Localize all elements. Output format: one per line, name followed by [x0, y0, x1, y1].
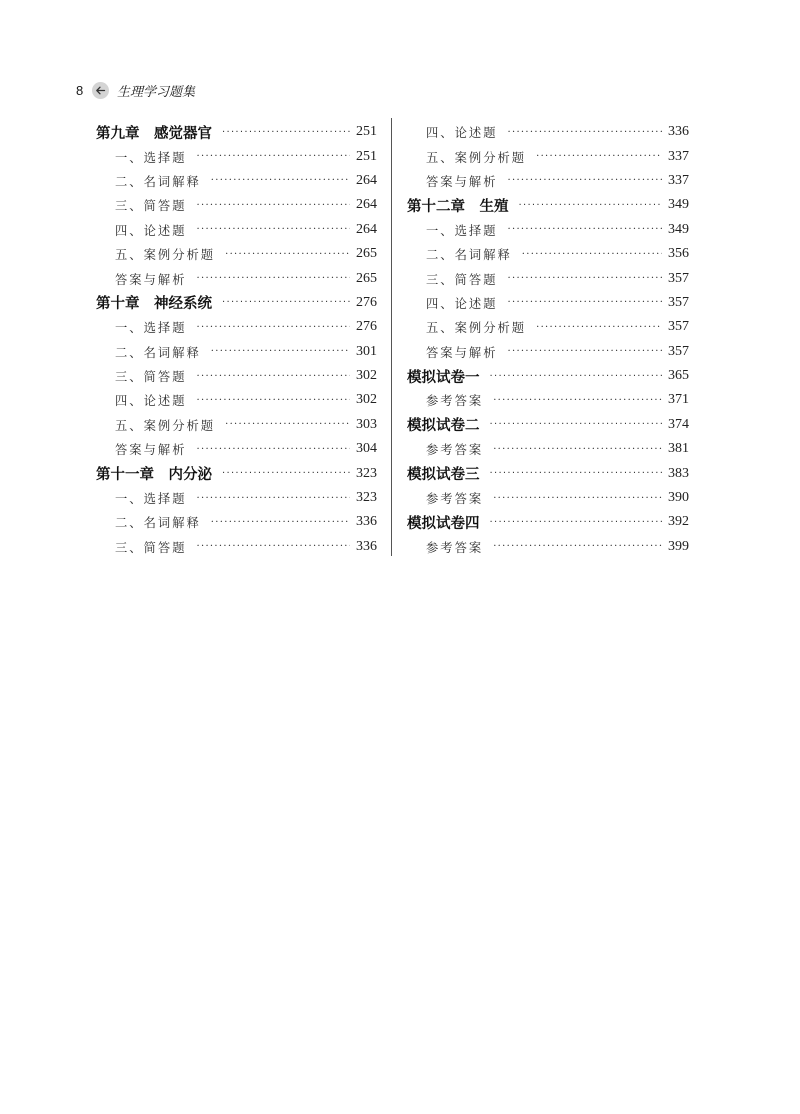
toc-entry-label: 四、论述题: [115, 223, 187, 238]
toc-entry-page-number: 276: [356, 319, 377, 335]
toc-entry-page-number: 337: [668, 172, 689, 188]
toc-entry-label: 一、选择题: [115, 321, 187, 336]
toc-section-entry[interactable]: [96, 242, 377, 266]
toc-entry-label: 五、案例分析题: [115, 248, 216, 263]
toc-chapter-entry[interactable]: [96, 120, 377, 144]
toc-chapter-entry[interactable]: [96, 291, 377, 315]
toc-entry-label: 答案与解析: [426, 174, 498, 189]
toc-entry-label: 参考答案: [426, 540, 484, 555]
toc-section-entry[interactable]: [407, 144, 689, 168]
back-arrow-icon: [92, 82, 109, 99]
toc-section-entry[interactable]: [407, 266, 689, 290]
dot-leader: [490, 517, 663, 528]
toc-entry-label: 答案与解析: [115, 443, 187, 458]
toc-entry-page-number: 349: [668, 221, 689, 237]
toc-entry-page-number: 390: [668, 490, 689, 506]
toc-entry-label: 三、简答题: [115, 370, 187, 385]
page-header: [76, 80, 195, 100]
toc-section-entry[interactable]: [407, 486, 689, 510]
dot-leader: [536, 322, 662, 333]
dot-leader: [490, 419, 663, 430]
toc-section-entry[interactable]: [407, 218, 689, 242]
toc-chapter-entry[interactable]: [407, 461, 689, 485]
toc-entry-page-number: 357: [668, 343, 689, 359]
toc-entry-page-number: 323: [356, 490, 377, 506]
toc-section-entry[interactable]: [407, 169, 689, 193]
dot-leader: [522, 249, 662, 260]
toc-entry-label: 三、简答题: [115, 540, 187, 555]
toc-entry-label: 模拟试卷三: [407, 467, 480, 484]
toc-section-entry[interactable]: [96, 193, 377, 217]
toc-left-column: [96, 120, 377, 559]
dot-leader: [197, 541, 351, 552]
toc-entry-label: 二、名词解释: [426, 248, 512, 263]
toc-entry-page-number: 251: [356, 148, 377, 164]
toc-entry-page-number: 264: [356, 197, 377, 213]
toc-entry-label: 答案与解析: [115, 272, 187, 287]
toc-entry-page-number: 264: [356, 172, 377, 188]
toc-entry-page-number: 303: [356, 416, 377, 432]
toc-chapter-entry[interactable]: [407, 193, 689, 217]
toc-entry-label: 第十章 神经系统: [96, 296, 212, 313]
toc-entry-label: 三、简答题: [115, 199, 187, 214]
toc-section-entry[interactable]: [407, 242, 689, 266]
toc-section-entry[interactable]: [96, 510, 377, 534]
dot-leader: [508, 297, 663, 308]
dot-leader: [493, 395, 662, 406]
toc-entry-page-number: 302: [356, 392, 377, 408]
toc-entry-label: 一、选择题: [115, 492, 187, 507]
toc-section-entry[interactable]: [96, 169, 377, 193]
toc-section-entry[interactable]: [407, 291, 689, 315]
toc-entry-page-number: 357: [668, 294, 689, 310]
dot-leader: [536, 151, 662, 162]
toc-entry-page-number: 265: [356, 270, 377, 286]
toc-entry-label: 五、案例分析题: [426, 321, 527, 336]
dot-leader: [197, 395, 351, 406]
dot-leader: [508, 273, 663, 284]
toc-right-column: [407, 120, 689, 559]
toc-entry-label: 二、名词解释: [115, 345, 201, 360]
toc-entry-label: 二、名词解释: [115, 174, 201, 189]
toc-entry-page-number: 392: [668, 514, 689, 530]
dot-leader: [222, 297, 350, 308]
toc-entry-page-number: 336: [356, 538, 377, 554]
dot-leader: [197, 273, 351, 284]
dot-leader: [493, 541, 662, 552]
toc-section-entry[interactable]: [407, 388, 689, 412]
toc-entry-label: 四、论述题: [426, 126, 498, 141]
toc-section-entry[interactable]: [96, 535, 377, 559]
toc-entry-label: 模拟试卷二: [407, 418, 480, 435]
toc-entry-page-number: 357: [668, 319, 689, 335]
toc-chapter-entry[interactable]: [407, 364, 689, 388]
toc-section-entry[interactable]: [407, 437, 689, 461]
toc-section-entry[interactable]: [96, 364, 377, 388]
toc-section-entry[interactable]: [96, 437, 377, 461]
toc-entry-page-number: 349: [668, 197, 689, 213]
dot-leader: [197, 493, 351, 504]
page-number: 8: [76, 82, 84, 98]
toc-section-entry[interactable]: [407, 535, 689, 559]
dot-leader: [225, 249, 350, 260]
toc-entry-label: 模拟试卷一: [407, 369, 480, 386]
toc-entry-page-number: 399: [668, 538, 689, 554]
dot-leader: [490, 468, 663, 479]
toc-entry-label: 参考答案: [426, 492, 484, 507]
toc-section-entry[interactable]: [407, 340, 689, 364]
toc-entry-page-number: 264: [356, 221, 377, 237]
toc-section-entry[interactable]: [96, 144, 377, 168]
toc-section-entry[interactable]: [96, 266, 377, 290]
toc-entry-page-number: 337: [668, 148, 689, 164]
toc-section-entry[interactable]: [96, 218, 377, 242]
toc-entry-label: 四、论述题: [426, 296, 498, 311]
toc-section-entry[interactable]: [96, 315, 377, 339]
toc-entry-label: 一、选择题: [115, 150, 187, 165]
toc-section-entry[interactable]: [407, 120, 689, 144]
dot-leader: [197, 444, 351, 455]
toc-entry-page-number: 371: [668, 392, 689, 408]
toc-entry-page-number: 356: [668, 246, 689, 262]
dot-leader: [222, 468, 350, 479]
toc-chapter-entry[interactable]: [407, 510, 689, 534]
toc-entry-page-number: 265: [356, 246, 377, 262]
toc-entry-page-number: 276: [356, 294, 377, 310]
toc-entry-page-number: 336: [668, 124, 689, 140]
dot-leader: [508, 175, 663, 186]
toc-entry-label: 一、选择题: [426, 223, 498, 238]
dot-leader: [197, 371, 351, 382]
toc-entry-page-number: 365: [668, 368, 689, 384]
dot-leader: [211, 346, 350, 357]
toc-entry-page-number: 251: [356, 124, 377, 140]
toc-entry-page-number: 381: [668, 441, 689, 457]
toc-entry-label: 答案与解析: [426, 345, 498, 360]
toc-entry-label: 五、案例分析题: [115, 418, 216, 433]
column-divider: [391, 118, 392, 556]
dot-leader: [508, 346, 663, 357]
toc-entry-label: 参考答案: [426, 443, 484, 458]
toc-entry-label: 第十一章 内分泌: [96, 467, 212, 484]
toc-entry-page-number: 383: [668, 465, 689, 481]
toc-entry-label: 参考答案: [426, 394, 484, 409]
dot-leader: [493, 493, 662, 504]
dot-leader: [493, 444, 662, 455]
toc-section-entry[interactable]: [96, 388, 377, 412]
dot-leader: [508, 127, 663, 138]
dot-leader: [197, 200, 351, 211]
dot-leader: [197, 224, 351, 235]
toc-entry-page-number: 323: [356, 465, 377, 481]
toc-entry-label: 第十二章 生殖: [407, 198, 509, 215]
toc-entry-label: 二、名词解释: [115, 516, 201, 531]
dot-leader: [225, 419, 350, 430]
toc-section-entry[interactable]: [407, 315, 689, 339]
toc-entry-label: 第九章 感觉器官: [96, 125, 212, 142]
toc-section-entry[interactable]: [96, 413, 377, 437]
toc-chapter-entry[interactable]: [407, 413, 689, 437]
dot-leader: [211, 517, 350, 528]
dot-leader: [222, 127, 350, 138]
toc-entry-page-number: 336: [356, 514, 377, 530]
dot-leader: [508, 224, 663, 235]
dot-leader: [197, 151, 351, 162]
toc-entry-page-number: 304: [356, 441, 377, 457]
toc-entry-page-number: 301: [356, 343, 377, 359]
toc-entry-label: 三、简答题: [426, 272, 498, 287]
toc-entry-label: 四、论述题: [115, 394, 187, 409]
dot-leader: [490, 371, 663, 382]
dot-leader: [197, 322, 351, 333]
dot-leader: [211, 175, 350, 186]
toc-entry-label: 模拟试卷四: [407, 515, 480, 532]
toc-section-entry[interactable]: [96, 486, 377, 510]
toc-section-entry[interactable]: [96, 340, 377, 364]
toc-entry-page-number: 357: [668, 270, 689, 286]
toc-entry-label: 五、案例分析题: [426, 150, 527, 165]
dot-leader: [519, 200, 663, 211]
toc-chapter-entry[interactable]: [96, 461, 377, 485]
toc-entry-page-number: 374: [668, 416, 689, 432]
toc-entry-page-number: 302: [356, 368, 377, 384]
book-title: 生理学习题集: [117, 84, 196, 100]
